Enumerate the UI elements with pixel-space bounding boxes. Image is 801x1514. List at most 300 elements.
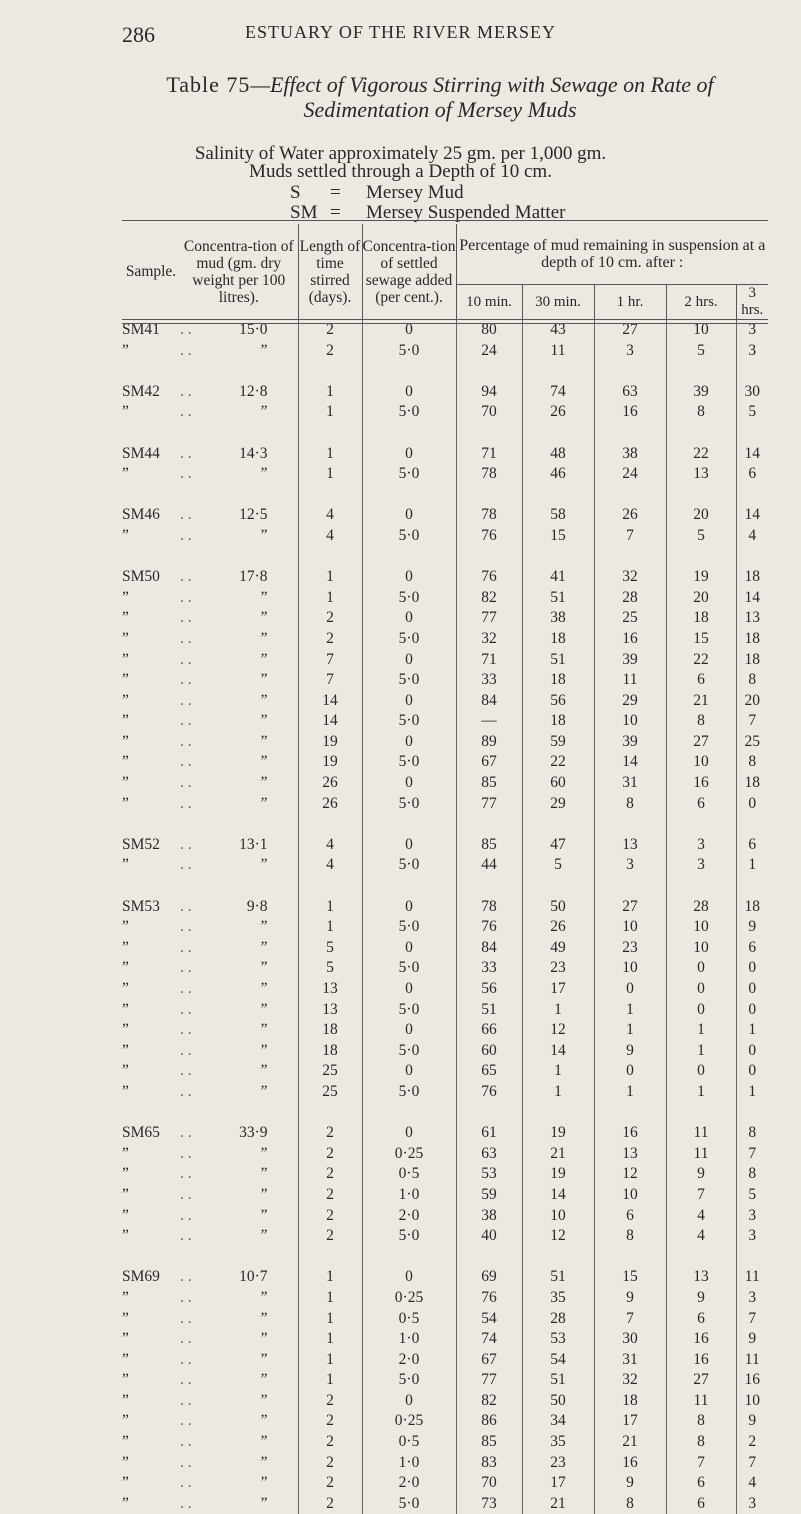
pct-30min-cell: 38 [522,608,594,629]
pct-2hrs-cell: 9 [666,1164,736,1185]
page-number: 286 [122,22,155,48]
gap-cell [666,485,736,506]
table-row [122,629,768,650]
pct-1hr-cell: 27 [594,897,666,918]
pct-1hr-cell: 31 [594,773,666,794]
sewage-cell: 0 [362,1020,456,1041]
pct-3hrs-cell: 18 [736,650,768,671]
conc-mud-cell: ” [220,1226,298,1247]
pct-30min-cell: 51 [522,1267,594,1288]
sewage-cell: 5·0 [362,794,456,815]
pct-1hr-cell: 24 [594,464,666,485]
sample-cell: ” [122,1411,180,1432]
abbreviation-legend [290,183,565,223]
pct-2hrs-cell: 11 [666,1123,736,1144]
legend-item: SM = Mersey Suspended Matter [290,203,565,223]
pct-10min-cell: 74 [456,1329,522,1350]
length-cell: 1 [298,1350,362,1371]
length-cell: 1 [298,402,362,423]
pct-2hrs-cell: 22 [666,444,736,465]
pct-10min-cell: 85 [456,835,522,856]
pct-1hr-cell: 0 [594,1061,666,1082]
legend-item: S = Mersey Mud [290,183,565,203]
table-row [122,1494,768,1514]
conc-mud-cell: ” [220,1370,298,1391]
pct-2hrs-cell: 11 [666,1391,736,1412]
pct-30min-cell: 28 [522,1309,594,1330]
dots-cell: . . [180,505,220,526]
sewage-cell: 0·5 [362,1164,456,1185]
pct-3hrs-cell: 30 [736,382,768,403]
conc-mud-cell: ” [220,1288,298,1309]
sewage-cell: 0 [362,505,456,526]
sample-cell: ” [122,629,180,650]
length-cell: 1 [298,1288,362,1309]
sewage-cell: 0·25 [362,1144,456,1165]
pct-1hr-cell: 63 [594,382,666,403]
conc-mud-cell: ” [220,794,298,815]
pct-3hrs-cell: 7 [736,1453,768,1474]
dots-cell: . . [180,1288,220,1309]
sewage-cell: 0 [362,382,456,403]
sample-cell: SM52 [122,835,180,856]
sample-cell: ” [122,1432,180,1453]
pct-3hrs-cell: 14 [736,505,768,526]
gap-cell [736,1103,768,1124]
pct-3hrs-cell: 0 [736,958,768,979]
conc-mud-cell: 14·3 [220,444,298,465]
dots-cell: . . [180,958,220,979]
conc-mud-cell: ” [220,526,298,547]
table-row [122,444,768,465]
pct-1hr-cell: 8 [594,1494,666,1514]
gap-cell [456,1103,522,1124]
table-row [122,1288,768,1309]
pct-1hr-cell: 28 [594,588,666,609]
pct-1hr-cell: 31 [594,1350,666,1371]
table-row [122,588,768,609]
conc-mud-cell: ” [220,650,298,671]
pct-2hrs-cell: 9 [666,1288,736,1309]
dots-cell: . . [180,1494,220,1514]
pct-3hrs-cell: 3 [736,1288,768,1309]
sewage-cell: 0 [362,979,456,1000]
running-title: ESTUARY OF THE RIVER MERSEY [0,22,801,43]
pct-30min-cell: 35 [522,1288,594,1309]
length-cell: 2 [298,1144,362,1165]
pct-30min-cell: 35 [522,1432,594,1453]
pct-3hrs-cell: 3 [736,1206,768,1227]
table-row [122,567,768,588]
sample-cell: ” [122,341,180,362]
pct-1hr-cell: 11 [594,670,666,691]
conc-mud-cell: ” [220,958,298,979]
table-row [122,670,768,691]
conc-mud-cell: ” [220,670,298,691]
pct-2hrs-cell: 8 [666,402,736,423]
sample-cell: ” [122,402,180,423]
pct-1hr-cell: 14 [594,752,666,773]
dots-cell: . . [180,1144,220,1165]
conc-mud-cell: 17·8 [220,567,298,588]
pct-3hrs-cell: 18 [736,897,768,918]
sewage-cell: 5·0 [362,1494,456,1514]
pct-2hrs-cell: 7 [666,1185,736,1206]
conc-mud-cell: ” [220,1411,298,1432]
conc-mud-cell: ” [220,691,298,712]
table-row [122,794,768,815]
conc-mud-cell: ” [220,732,298,753]
pct-2hrs-cell: 10 [666,752,736,773]
sample-cell: ” [122,1000,180,1021]
pct-10min-cell: — [456,711,522,732]
sewage-cell: 0 [362,1391,456,1412]
conc-mud-cell: ” [220,1082,298,1103]
table-row [122,341,768,362]
pct-10min-cell: 24 [456,341,522,362]
gap-cell [666,547,736,568]
table-row [122,650,768,671]
pct-2hrs-cell: 21 [666,691,736,712]
pct-30min-cell: 12 [522,1020,594,1041]
conc-mud-cell: 12·5 [220,505,298,526]
pct-2hrs-cell: 27 [666,732,736,753]
pct-30min-cell: 56 [522,691,594,712]
gap-cell [122,485,180,506]
dots-cell: . . [180,341,220,362]
pct-30min-cell: 10 [522,1206,594,1227]
gap-cell [456,1247,522,1268]
pct-2hrs-cell: 4 [666,1226,736,1247]
gap-cell [122,876,180,897]
sample-cell: ” [122,1494,180,1514]
length-cell: 1 [298,897,362,918]
sewage-cell: 0 [362,773,456,794]
gap-cell [220,547,298,568]
length-cell: 1 [298,444,362,465]
pct-10min-cell: 33 [456,670,522,691]
sample-cell: ” [122,1041,180,1062]
pct-10min-cell: 77 [456,1370,522,1391]
dots-cell: . . [180,1020,220,1041]
gap-cell [666,1247,736,1268]
pct-3hrs-cell: 25 [736,732,768,753]
sample-cell: ” [122,1391,180,1412]
pct-30min-cell: 51 [522,1370,594,1391]
gap-cell [736,547,768,568]
pct-3hrs-cell: 8 [736,670,768,691]
conc-mud-cell: 33·9 [220,1123,298,1144]
pct-30min-cell: 50 [522,1391,594,1412]
table-row [122,1453,768,1474]
pct-3hrs-cell: 8 [736,1123,768,1144]
gap-cell [594,361,666,382]
sample-cell: ” [122,464,180,485]
pct-1hr-cell: 9 [594,1288,666,1309]
dots-cell: . . [180,1185,220,1206]
sewage-cell: 0 [362,691,456,712]
table-row [122,526,768,547]
pct-10min-cell: 84 [456,691,522,712]
table-row [122,773,768,794]
pct-10min-cell: 78 [456,505,522,526]
sample-cell: SM69 [122,1267,180,1288]
pct-10min-cell: 69 [456,1267,522,1288]
pct-3hrs-cell: 18 [736,567,768,588]
gap-cell [362,876,456,897]
gap-cell [298,423,362,444]
running-header [0,22,801,62]
gap-cell [736,361,768,382]
conc-mud-cell: ” [220,588,298,609]
group-gap [122,876,768,897]
pct-10min-cell: 80 [456,320,522,341]
pct-3hrs-cell: 9 [736,1329,768,1350]
length-cell: 1 [298,567,362,588]
pct-30min-cell: 46 [522,464,594,485]
length-cell: 2 [298,608,362,629]
dots-cell: . . [180,402,220,423]
pct-2hrs-cell: 3 [666,835,736,856]
sample-cell: ” [122,1061,180,1082]
table-row [122,608,768,629]
sample-cell: ” [122,732,180,753]
dots-cell: . . [180,979,220,1000]
table-row [122,1267,768,1288]
length-cell: 7 [298,670,362,691]
dots-cell: . . [180,1267,220,1288]
pct-2hrs-cell: 1 [666,1082,736,1103]
gap-cell [220,361,298,382]
gap-cell [736,1247,768,1268]
dots-cell: . . [180,835,220,856]
conc-mud-cell: ” [220,629,298,650]
conc-mud-cell: ” [220,979,298,1000]
sewage-cell: 5·0 [362,711,456,732]
gap-cell [298,547,362,568]
sewage-cell: 5·0 [362,752,456,773]
pct-10min-cell: 76 [456,1082,522,1103]
length-cell: 2 [298,1164,362,1185]
sewage-cell: 5·0 [362,402,456,423]
pct-2hrs-cell: 16 [666,1350,736,1371]
pct-10min-cell: 67 [456,752,522,773]
pct-3hrs-cell: 18 [736,629,768,650]
length-cell: 26 [298,773,362,794]
conc-mud-cell: ” [220,1473,298,1494]
pct-2hrs-cell: 0 [666,1000,736,1021]
pct-2hrs-cell: 6 [666,1473,736,1494]
pct-3hrs-cell: 8 [736,1164,768,1185]
length-cell: 18 [298,1020,362,1041]
table-row [122,958,768,979]
gap-cell [298,814,362,835]
length-cell: 2 [298,1123,362,1144]
pct-30min-cell: 23 [522,1453,594,1474]
pct-10min-cell: 82 [456,588,522,609]
col-conc-mud: Concentra-tion of mud (gm. dry weight per 100 litres). [180,224,298,320]
pct-2hrs-cell: 10 [666,938,736,959]
pct-1hr-cell: 32 [594,567,666,588]
conc-mud-cell: ” [220,1329,298,1350]
sample-cell: ” [122,711,180,732]
gap-cell [362,485,456,506]
pct-30min-cell: 48 [522,444,594,465]
pct-10min-cell: 56 [456,979,522,1000]
dots-cell: . . [180,670,220,691]
sewage-cell: 5·0 [362,629,456,650]
length-cell: 2 [298,1185,362,1206]
pct-30min-cell: 22 [522,752,594,773]
gap-cell [180,361,220,382]
table-top-rule [122,220,768,221]
col-10min: 10 min. [456,285,522,320]
pct-30min-cell: 19 [522,1123,594,1144]
pct-10min-cell: 51 [456,1000,522,1021]
gap-cell [594,876,666,897]
pct-30min-cell: 58 [522,505,594,526]
pct-30min-cell: 51 [522,588,594,609]
pct-3hrs-cell: 10 [736,1391,768,1412]
length-cell: 1 [298,588,362,609]
pct-2hrs-cell: 4 [666,1206,736,1227]
dots-cell: . . [180,1041,220,1062]
pct-3hrs-cell: 1 [736,855,768,876]
pct-3hrs-cell: 1 [736,1082,768,1103]
gap-cell [122,423,180,444]
pct-3hrs-cell: 20 [736,691,768,712]
pct-2hrs-cell: 22 [666,650,736,671]
conc-mud-cell: ” [220,1391,298,1412]
sewage-cell: 5·0 [362,1041,456,1062]
length-cell: 1 [298,1370,362,1391]
pct-1hr-cell: 25 [594,608,666,629]
sample-cell: ” [122,1185,180,1206]
length-cell: 1 [298,1309,362,1330]
pct-30min-cell: 43 [522,320,594,341]
pct-1hr-cell: 3 [594,855,666,876]
col-length: Length of time stirred (days). [298,224,362,320]
table-row [122,1329,768,1350]
pct-30min-cell: 41 [522,567,594,588]
group-gap [122,1103,768,1124]
table-row [122,382,768,403]
pct-10min-cell: 70 [456,1473,522,1494]
dots-cell: . . [180,1329,220,1350]
pct-10min-cell: 71 [456,444,522,465]
sewage-cell: 0 [362,1061,456,1082]
table-row [122,505,768,526]
pct-10min-cell: 86 [456,1411,522,1432]
sewage-cell: 5·0 [362,464,456,485]
pct-10min-cell: 54 [456,1309,522,1330]
pct-1hr-cell: 12 [594,1164,666,1185]
length-cell: 14 [298,691,362,712]
pct-30min-cell: 34 [522,1411,594,1432]
sewage-cell: 0·25 [362,1288,456,1309]
sewage-cell: 0·25 [362,1411,456,1432]
sewage-cell: 5·0 [362,341,456,362]
gap-cell [666,423,736,444]
pct-2hrs-cell: 28 [666,897,736,918]
sample-cell: ” [122,1164,180,1185]
length-cell: 2 [298,629,362,650]
pct-1hr-cell: 16 [594,1453,666,1474]
table-row [122,402,768,423]
dots-cell: . . [180,1411,220,1432]
dots-cell: . . [180,1350,220,1371]
pct-1hr-cell: 1 [594,1000,666,1021]
gap-cell [736,876,768,897]
pct-1hr-cell: 8 [594,1226,666,1247]
pct-30min-cell: 14 [522,1185,594,1206]
pct-1hr-cell: 23 [594,938,666,959]
pct-10min-cell: 60 [456,1041,522,1062]
pct-2hrs-cell: 5 [666,341,736,362]
gap-cell [362,814,456,835]
conc-mud-cell: ” [220,464,298,485]
sample-cell: ” [122,855,180,876]
group-gap [122,423,768,444]
col-3hrs: 3 hrs. [736,285,768,320]
pct-3hrs-cell: 3 [736,1494,768,1514]
conc-mud-cell: 13·1 [220,835,298,856]
pct-30min-cell: 17 [522,979,594,1000]
pct-10min-cell: 77 [456,608,522,629]
dots-cell: . . [180,1123,220,1144]
dots-cell: . . [180,1206,220,1227]
gap-cell [522,1103,594,1124]
table-row [122,1020,768,1041]
gap-cell [456,814,522,835]
group-gap [122,1247,768,1268]
pct-2hrs-cell: 8 [666,711,736,732]
pct-30min-cell: 23 [522,958,594,979]
conc-mud-cell: ” [220,1350,298,1371]
conc-mud-cell: ” [220,752,298,773]
table-row [122,1473,768,1494]
pct-1hr-cell: 6 [594,1206,666,1227]
gap-cell [522,876,594,897]
gap-cell [522,1247,594,1268]
pct-3hrs-cell: 7 [736,1144,768,1165]
pct-2hrs-cell: 8 [666,1432,736,1453]
gap-cell [362,423,456,444]
table-body [122,320,768,1514]
sewage-cell: 5·0 [362,917,456,938]
table-row [122,835,768,856]
gap-cell [122,547,180,568]
pct-1hr-cell: 21 [594,1432,666,1453]
gap-cell [180,485,220,506]
dots-cell: . . [180,382,220,403]
dots-cell: . . [180,464,220,485]
gap-cell [522,485,594,506]
sample-cell: SM46 [122,505,180,526]
conc-mud-cell: ” [220,855,298,876]
dots-cell: . . [180,320,220,341]
pct-3hrs-cell: 3 [736,1226,768,1247]
sample-cell: ” [122,958,180,979]
pct-3hrs-cell: 4 [736,526,768,547]
pct-2hrs-cell: 10 [666,320,736,341]
conc-mud-cell: 9·8 [220,897,298,918]
dots-cell: . . [180,1061,220,1082]
pct-1hr-cell: 29 [594,691,666,712]
length-cell: 2 [298,341,362,362]
pct-30min-cell: 18 [522,711,594,732]
pct-1hr-cell: 32 [594,1370,666,1391]
